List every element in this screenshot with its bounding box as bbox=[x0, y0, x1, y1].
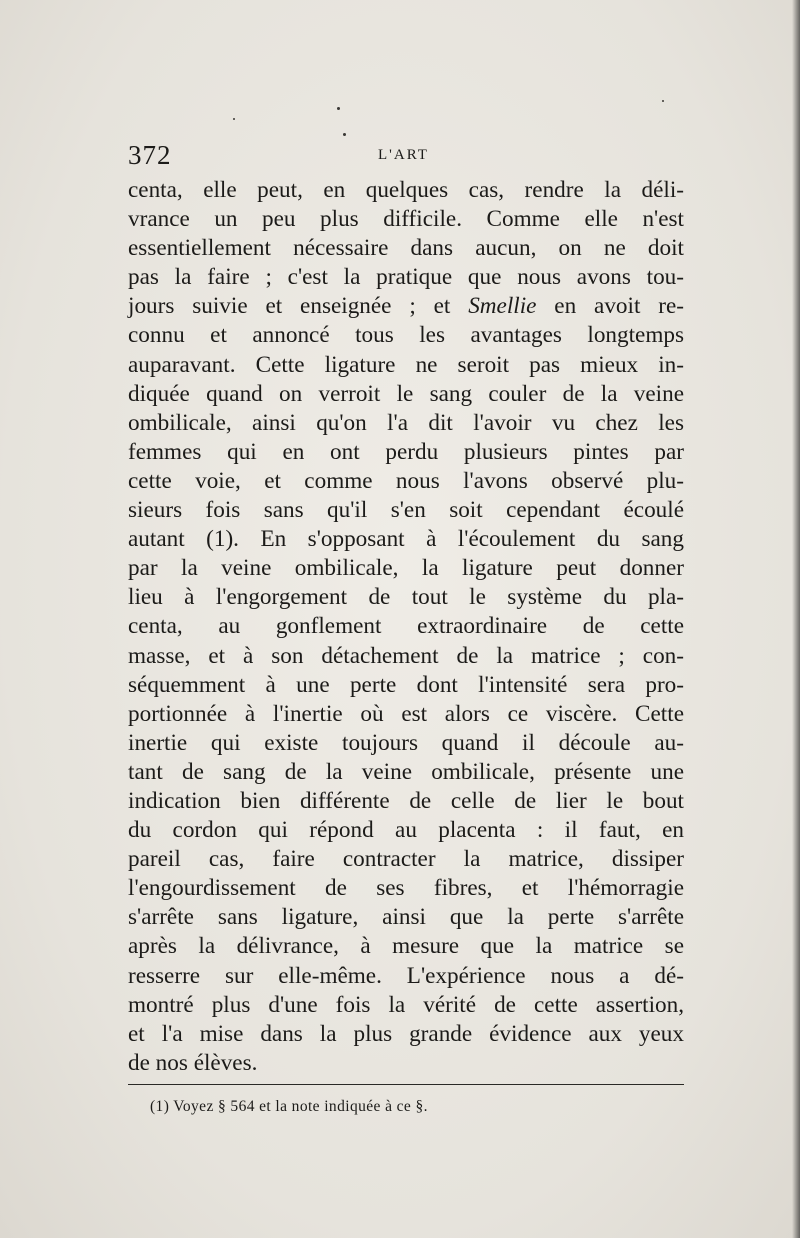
text-line: pas la faire ; c'est la pratique que nous avons tou- bbox=[128, 264, 684, 291]
ink-speck bbox=[337, 107, 340, 110]
text-line: inertie qui existe toujours quand il découle au- bbox=[128, 729, 684, 756]
text-line: autant (1). En s'opposant à l'écoulement du sang bbox=[128, 526, 684, 553]
text-line: montré plus d'une fois la vérité de cette assertion, bbox=[128, 991, 684, 1018]
text-line: l'engourdissement de ses fibres, et l'hémorragie bbox=[128, 875, 684, 902]
footnote: (1) Voyez § 564 et la note indiquée à ce §. bbox=[150, 1098, 428, 1115]
text-line: lieu à l'engorgement de tout le système du pla- bbox=[128, 584, 684, 611]
text-line: centa, au gonflement extraordinaire de cette bbox=[128, 613, 684, 640]
text-line: vrance un peu plus difficile. Comme elle n'est bbox=[128, 206, 684, 233]
text-line: ombilicale, ainsi qu'on l'a dit l'avoir vu chez les bbox=[128, 409, 684, 436]
text-line-segment: en avoit re- bbox=[536, 293, 684, 320]
text-line: et l'a mise dans la plus grande évidence aux yeux bbox=[128, 1020, 684, 1047]
ink-speck bbox=[662, 100, 664, 102]
text-line: du cordon qui répond au placenta : il faut, en bbox=[128, 817, 684, 844]
text-line: connu et annoncé tous les avantages longtemps bbox=[128, 322, 684, 349]
running-head: L'ART bbox=[378, 147, 429, 163]
text-line: par la veine ombilicale, la ligature peut donner bbox=[128, 555, 684, 582]
text-line: masse, et à son détachement de la matrice ; con- bbox=[128, 642, 684, 669]
text-line: femmes qui en ont perdu plusieurs pintes par bbox=[128, 438, 684, 465]
ink-speck bbox=[233, 118, 235, 120]
text-line bbox=[128, 292, 684, 321]
text-line: diquée quand on verroit le sang couler de la veine bbox=[128, 380, 684, 407]
show-through-text bbox=[30, 478, 59, 495]
text-line: sieurs fois sans qu'il s'en soit cependant écoulé bbox=[128, 497, 684, 524]
body-text bbox=[128, 176, 684, 1078]
text-line: portionnée à l'inertie où est alors ce viscère. Cette bbox=[128, 700, 684, 727]
text-line: s'arrête sans ligature, ainsi que la perte s'arrête bbox=[128, 904, 684, 931]
text-line: auparavant. Cette ligature ne seroit pas mieux in- bbox=[128, 351, 684, 378]
ink-speck bbox=[343, 133, 346, 136]
text-line: après la délivrance, à mesure que la matrice se bbox=[128, 933, 684, 960]
italic-name: Smellie bbox=[468, 293, 537, 320]
text-line: centa, elle peut, en quelques cas, rendre la déli- bbox=[128, 177, 684, 203]
text-line: tant de sang de la veine ombilicale, présente une bbox=[128, 758, 684, 785]
footnote-rule bbox=[128, 1084, 684, 1085]
text-line: pareil cas, faire contracter la matrice, dissiper bbox=[128, 846, 684, 873]
text-line: de nos élèves. bbox=[128, 1049, 258, 1076]
text-line: resserre sur elle-même. L'expérience nous a dé- bbox=[128, 962, 684, 989]
page-edge-shadow bbox=[792, 0, 800, 1238]
text-line: cette voie, et comme nous l'avons observé plu- bbox=[128, 467, 684, 494]
text-line-segment: jours suivie et enseignée ; et bbox=[128, 293, 469, 320]
page-header bbox=[128, 140, 684, 176]
text-line: indication bien différente de celle de lier le bout bbox=[128, 787, 684, 814]
text-line: séquemment à une perte dont l'intensité sera pro- bbox=[128, 671, 684, 698]
page-number: 372 bbox=[128, 140, 172, 170]
text-line: essentiellement nécessaire dans aucun, on ne doit bbox=[128, 235, 684, 262]
